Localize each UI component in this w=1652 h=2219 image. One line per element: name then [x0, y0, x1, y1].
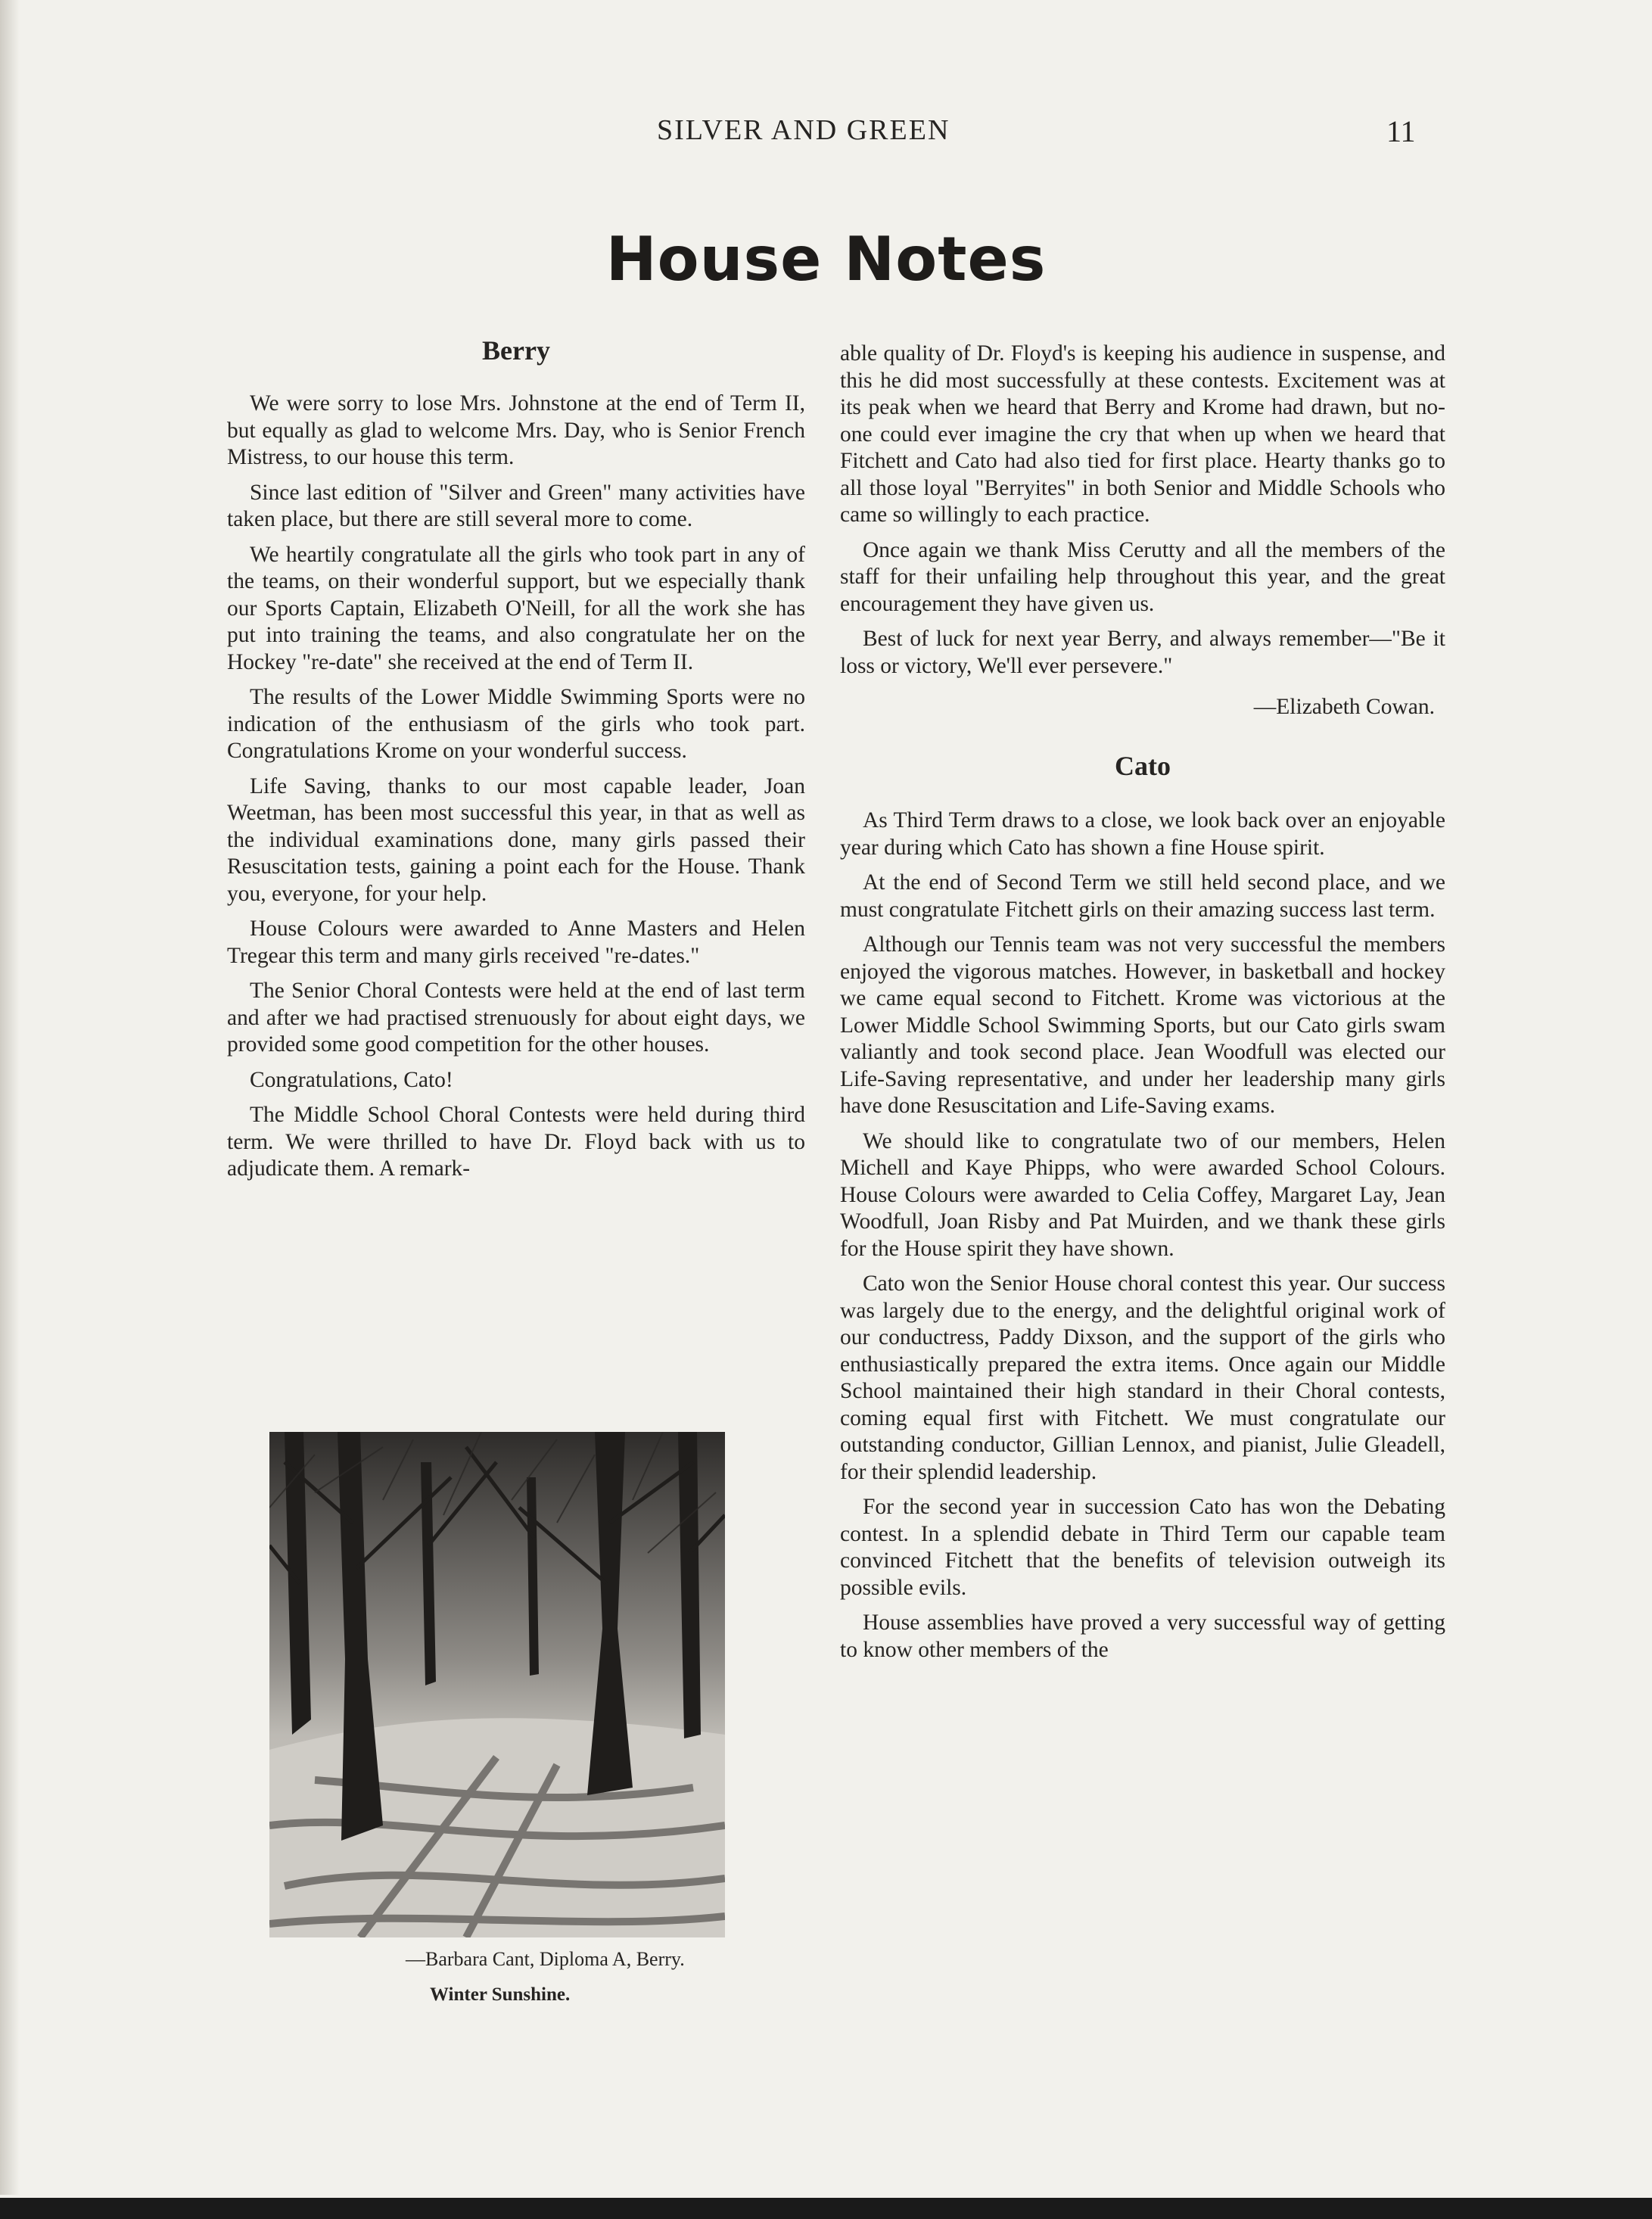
tree-photo-illustration: [269, 1432, 725, 1937]
berry-paragraph: We were sorry to lose Mrs. Johnstone at the end of Term II, but equally as glad to welcome Mrs. Day, who is Senior French Mistress, to our house this term.: [227, 391, 805, 469]
berry-continuation-paragraph: Once again we thank Miss Cerutty and all the members of the staff for their unfailing help throughout this year, and the great encouragement they have given us.: [840, 537, 1445, 616]
berry-continuation-paragraph: Best of luck for next year Berry, and always remember—"Be it loss or victory, We'll ever persevere.": [840, 627, 1445, 678]
page-number: 11: [1386, 114, 1416, 148]
berry-paragraph: Since last edition of "Silver and Green" many activities have taken place, but there are still several more to come.: [227, 480, 805, 531]
right-column: [840, 341, 1445, 1672]
photo-credit: —Barbara Cant, Diploma A, Berry.: [406, 1948, 685, 1970]
cato-paragraph: At the end of Second Term we still held second place, and we must congratulate Fitchett girls on their amazing success last term.: [840, 870, 1445, 922]
scan-bottom-band: [0, 2198, 1652, 2219]
cato-paragraph: As Third Term draws to a close, we look back over an enjoyable year during which Cato has shown a fine House spirit.: [840, 808, 1445, 860]
page-edge-shadow: [0, 0, 20, 2195]
section-heading-cato: Cato: [1115, 751, 1171, 781]
berry-paragraph: We heartily congratulate all the girls who took part in any of the teams, on their wonderful support, but we especially thank our Sports Captain, Elizabeth O'Neill, for all the work she has put into training the teams, and also congratulate her on the Hockey "re-date" she received at the end of Term II.: [227, 542, 805, 674]
winter-sunshine-photo: [269, 1432, 725, 1937]
berry-paragraph: House Colours were awarded to Anne Masters and Helen Tregear this term and many girls received "re-dates.": [227, 917, 805, 968]
berry-signature: —Elizabeth Cowan.: [1253, 695, 1435, 719]
section-heading-berry: Berry: [482, 335, 550, 366]
cato-paragraph: For the second year in succession Cato has won the Debating contest. In a splendid debate in Third Term our capable team convinced Fitchett that the benefits of television outweigh its possible evils.: [840, 1495, 1445, 1600]
berry-paragraph: Life Saving, thanks to our most capable leader, Joan Weetman, has been most successful this year, in that as well as the individual examinations done, many girls passed their Resuscitation tests, gaining a point each for the House. Thank you, everyone, for your help.: [227, 773, 805, 906]
cato-paragraph: We should like to congratulate two of our members, Helen Michell and Kaye Phipps, who were awarded School Colours. House Colours were awarded to Celia Coffey, Margaret Lay, Jean Woodfull, Joan Risby and Pat Muirden, and we thank these girls for the House spirit they have shown.: [840, 1128, 1445, 1261]
cato-paragraph: House assemblies have proved a very successful way of getting to know other members of the: [840, 1611, 1445, 1662]
berry-paragraph: The results of the Lower Middle Swimming Sports were no indication of the enthusiasm of the girls who took part. Congratulations Krome on your wonderful success.: [227, 685, 805, 763]
berry-paragraph: The Senior Choral Contests were held at the end of last term and after we had practised strenuously for about eight days, we provided some good competition for the other houses.: [227, 979, 805, 1057]
berry-continuation-paragraph: able quality of Dr. Floyd's is keeping his audience in suspense, and this he did most successfully at these contests. Excitement was at its peak when we heard that Berry and Krome had drawn, but no-one could ever imagine the cry that when up when we heard that Fitchett and Cato had also tied for first place. Hearty thanks go to all those loyal "Berryites" in both Senior and Middle Schools who came so willingly to each practice.: [840, 341, 1445, 527]
page-title: House Notes: [605, 224, 1047, 294]
left-column: [227, 335, 805, 1191]
cato-paragraph: Although our Tennis team was not very successful the members enjoyed the vigorous matches. However, in basketball and hockey we came equal second to Fitchett. Krome was victorious at the Lower Middle School Swimming Sports, but our Cato girls swam valiantly and took second place. Jean Woodfull was elected our Life-Saving representative, and under her leadership many girls have done Resuscitation and Life-Saving exams.: [840, 932, 1445, 1118]
berry-paragraph: Congratulations, Cato!: [250, 1067, 453, 1092]
berry-paragraph: The Middle School Choral Contests were held during third term. We were thrilled to have Dr. Floyd back with us to adjudicate them. A remark-: [227, 1103, 805, 1181]
cato-paragraph: Cato won the Senior House choral contest this year. Our success was largely due to the energy, and the delightful original work of our conductress, Paddy Dixson, and the support of the girls who enthusiastically prepared the extra items. Once again our Middle School maintained their high standard in their Choral contests, coming equal first with Fitchett. We must congratulate our outstanding conductor, Gillian Lennox, and pianist, Julie Gleadell, for their splendid leadership.: [840, 1271, 1445, 1484]
photo-title: Winter Sunshine.: [430, 1984, 571, 2005]
running-head: SILVER AND GREEN: [657, 114, 950, 146]
